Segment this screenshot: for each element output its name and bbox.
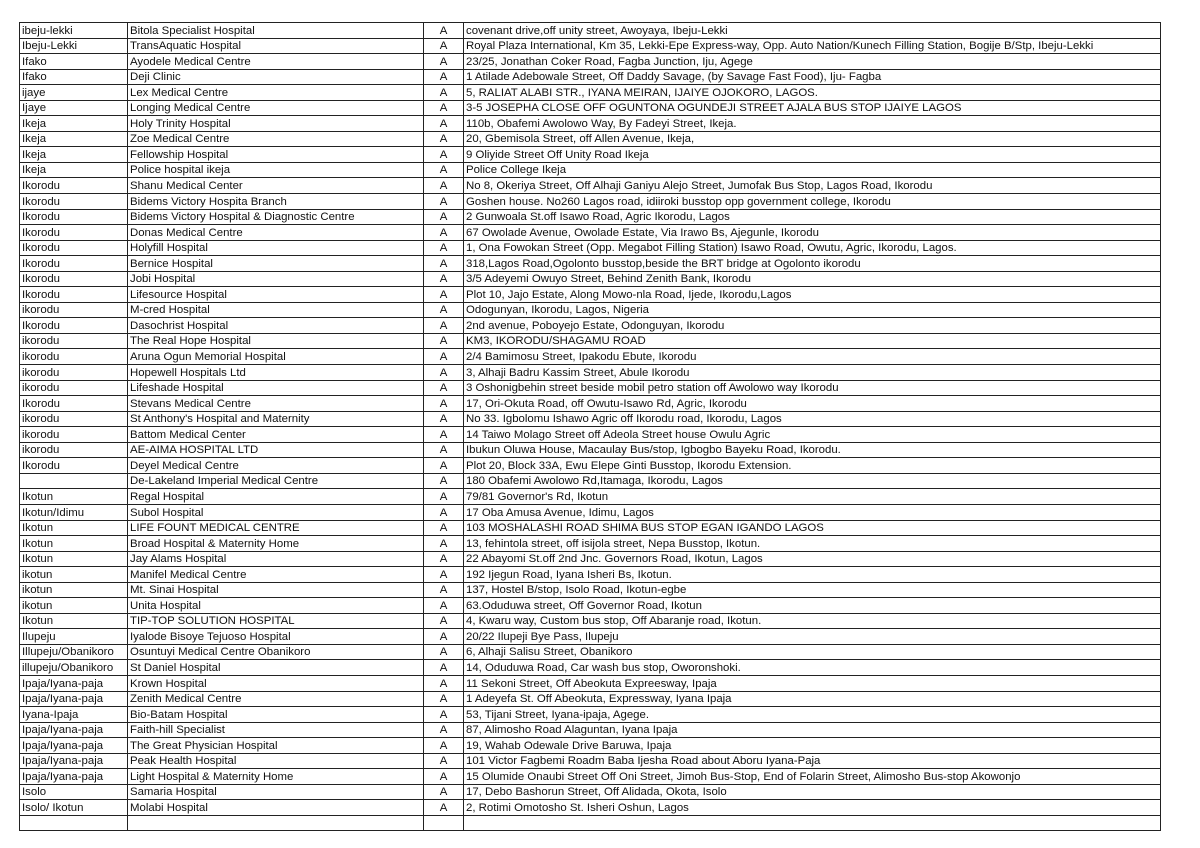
address-cell: 110b, Obafemi Awolowo Way, By Fadeyi Street, Ikeja. bbox=[464, 116, 1161, 132]
address-cell: 67 Owolade Avenue, Owolade Estate, Via Irawo Bs, Ajegunle, Ikorodu bbox=[464, 225, 1161, 241]
table-row bbox=[20, 411, 1161, 427]
location-cell: Ijaye bbox=[20, 100, 128, 116]
address-cell: 5, RALIAT ALABI STR., IYANA MEIRAN, IJAIYE OJOKORO, LAGOS. bbox=[464, 85, 1161, 101]
address-cell: 13, fehintola street, off isijola street, Nepa Busstop, Ikotun. bbox=[464, 536, 1161, 552]
table-row bbox=[20, 707, 1161, 723]
location-cell: Ikorodu bbox=[20, 271, 128, 287]
category-cell: A bbox=[424, 660, 464, 676]
table-row bbox=[20, 504, 1161, 520]
location-cell: Ikeja bbox=[20, 162, 128, 178]
hospital-name-cell: AE-AIMA HOSPITAL LTD bbox=[128, 442, 424, 458]
table-row bbox=[20, 147, 1161, 163]
table-row bbox=[20, 722, 1161, 738]
table-row bbox=[20, 753, 1161, 769]
hospital-name-cell: Krown Hospital bbox=[128, 675, 424, 691]
category-cell: A bbox=[424, 147, 464, 163]
hospital-name-cell: Stevans Medical Centre bbox=[128, 396, 424, 412]
hospital-name-cell: Jay Alams Hospital bbox=[128, 551, 424, 567]
category-cell bbox=[424, 815, 464, 831]
hospital-name-cell: TransAquatic Hospital bbox=[128, 38, 424, 54]
address-cell: 2nd avenue, Poboyejo Estate, Odonguyan, Ikorodu bbox=[464, 318, 1161, 334]
address-cell: Plot 10, Jajo Estate, Along Mowo-nla Road, Ijede, Ikorodu,Lagos bbox=[464, 287, 1161, 303]
table-row bbox=[20, 38, 1161, 54]
location-cell: ikorodu bbox=[20, 349, 128, 365]
hospital-name-cell: Ayodele Medical Centre bbox=[128, 54, 424, 70]
location-cell: Ikotun/Idimu bbox=[20, 504, 128, 520]
hospital-name-cell: Samaria Hospital bbox=[128, 784, 424, 800]
category-cell: A bbox=[424, 691, 464, 707]
address-cell: 87, Alimosho Road Alaguntan, Iyana Ipaja bbox=[464, 722, 1161, 738]
category-cell: A bbox=[424, 582, 464, 598]
table-row bbox=[20, 675, 1161, 691]
category-cell: A bbox=[424, 707, 464, 723]
category-cell: A bbox=[424, 489, 464, 505]
category-cell: A bbox=[424, 302, 464, 318]
category-cell: A bbox=[424, 131, 464, 147]
table-row bbox=[20, 240, 1161, 256]
table-row bbox=[20, 629, 1161, 645]
location-cell: Ikotun bbox=[20, 551, 128, 567]
location-cell: ikorodu bbox=[20, 442, 128, 458]
location-cell: ikorodu bbox=[20, 333, 128, 349]
hospital-name-cell: Light Hospital & Maternity Home bbox=[128, 769, 424, 785]
address-cell: 3, Alhaji Badru Kassim Street, Abule Ikorodu bbox=[464, 365, 1161, 381]
hospital-name-cell: Longing Medical Centre bbox=[128, 100, 424, 116]
location-cell: Ikorodu bbox=[20, 256, 128, 272]
location-cell: Ikorodu bbox=[20, 287, 128, 303]
location-cell: Ikeja bbox=[20, 131, 128, 147]
address-cell: 137, Hostel B/stop, Isolo Road, Ikotun-egbe bbox=[464, 582, 1161, 598]
address-cell: 1 Atilade Adebowale Street, Off Daddy Savage, (by Savage Fast Food), Iju- Fagba bbox=[464, 69, 1161, 85]
hospital-name-cell: Mt. Sinai Hospital bbox=[128, 582, 424, 598]
table-row bbox=[20, 815, 1161, 831]
location-cell: ikorodu bbox=[20, 302, 128, 318]
table-row bbox=[20, 473, 1161, 489]
table-row bbox=[20, 100, 1161, 116]
category-cell: A bbox=[424, 738, 464, 754]
category-cell: A bbox=[424, 411, 464, 427]
category-cell: A bbox=[424, 458, 464, 474]
hospital-name-cell bbox=[128, 815, 424, 831]
location-cell: Ipaja/Iyana-paja bbox=[20, 691, 128, 707]
table-row bbox=[20, 318, 1161, 334]
location-cell bbox=[20, 473, 128, 489]
address-cell: 11 Sekoni Street, Off Abeokuta Expreesway, Ipaja bbox=[464, 675, 1161, 691]
address-cell: 63.Oduduwa street, Off Governor Road, Ikotun bbox=[464, 598, 1161, 614]
address-cell: 180 Obafemi Awolowo Rd,Itamaga, Ikorodu, Lagos bbox=[464, 473, 1161, 489]
table-row bbox=[20, 209, 1161, 225]
address-cell: 17, Debo Bashorun Street, Off Alidada, Okota, Isolo bbox=[464, 784, 1161, 800]
hospital-list-body bbox=[20, 23, 1161, 831]
category-cell: A bbox=[424, 504, 464, 520]
table-row bbox=[20, 769, 1161, 785]
category-cell: A bbox=[424, 551, 464, 567]
category-cell: A bbox=[424, 365, 464, 381]
hospital-name-cell: Bio-Batam Hospital bbox=[128, 707, 424, 723]
location-cell: illupeju/Obanikoro bbox=[20, 660, 128, 676]
location-cell: Isolo/ Ikotun bbox=[20, 800, 128, 816]
location-cell: Iyana-Ipaja bbox=[20, 707, 128, 723]
address-cell: 22 Abayomi St.off 2nd Jnc. Governors Road, Ikotun, Lagos bbox=[464, 551, 1161, 567]
category-cell: A bbox=[424, 100, 464, 116]
location-cell: Ikorodu bbox=[20, 458, 128, 474]
address-cell: 3-5 JOSEPHA CLOSE OFF OGUNTONA OGUNDEJI STREET AJALA BUS STOP IJAIYE LAGOS bbox=[464, 100, 1161, 116]
address-cell: 79/81 Governor's Rd, Ikotun bbox=[464, 489, 1161, 505]
address-cell: 6, Alhaji Salisu Street, Obanikoro bbox=[464, 644, 1161, 660]
category-cell: A bbox=[424, 598, 464, 614]
location-cell: ibeju-lekki bbox=[20, 23, 128, 39]
address-cell: Plot 20, Block 33A, Ewu Elepe Ginti Busstop, Ikorodu Extension. bbox=[464, 458, 1161, 474]
address-cell: Royal Plaza International, Km 35, Lekki-Epe Express-way, Opp. Auto Nation/Kunech Filling Station, Bogije B/Stp, Ibeju-Lekki bbox=[464, 38, 1161, 54]
table-row bbox=[20, 427, 1161, 443]
hospital-name-cell: Battom Medical Center bbox=[128, 427, 424, 443]
table-row bbox=[20, 396, 1161, 412]
table-row bbox=[20, 442, 1161, 458]
category-cell: A bbox=[424, 240, 464, 256]
hospital-name-cell: Subol Hospital bbox=[128, 504, 424, 520]
category-cell: A bbox=[424, 800, 464, 816]
table-row bbox=[20, 365, 1161, 381]
address-cell: 103 MOSHALASHI ROAD SHIMA BUS STOP EGAN IGANDO LAGOS bbox=[464, 520, 1161, 536]
address-cell: 17, Ori-Okuta Road, off Owutu-Isawo Rd, Agric, Ikorodu bbox=[464, 396, 1161, 412]
location-cell: Ikeja bbox=[20, 147, 128, 163]
hospital-name-cell: Bidems Victory Hospital & Diagnostic Centre bbox=[128, 209, 424, 225]
category-cell: A bbox=[424, 629, 464, 645]
category-cell: A bbox=[424, 256, 464, 272]
hospital-name-cell: Donas Medical Centre bbox=[128, 225, 424, 241]
table-row bbox=[20, 256, 1161, 272]
address-cell: 19, Wahab Odewale Drive Baruwa, Ipaja bbox=[464, 738, 1161, 754]
address-cell: covenant drive,off unity street, Awoyaya, Ibeju-Lekki bbox=[464, 23, 1161, 39]
category-cell: A bbox=[424, 753, 464, 769]
address-cell: 101 Victor Fagbemi Roadm Baba Ijesha Road about Aboru Iyana-Paja bbox=[464, 753, 1161, 769]
category-cell: A bbox=[424, 23, 464, 39]
location-cell: Ikorodu bbox=[20, 240, 128, 256]
category-cell: A bbox=[424, 442, 464, 458]
address-cell: KM3, IKORODU/SHAGAMU ROAD bbox=[464, 333, 1161, 349]
hospital-name-cell: Bitola Specialist Hospital bbox=[128, 23, 424, 39]
category-cell: A bbox=[424, 54, 464, 70]
location-cell: ikotun bbox=[20, 567, 128, 583]
category-cell: A bbox=[424, 162, 464, 178]
table-row bbox=[20, 660, 1161, 676]
hospital-name-cell: Fellowship Hospital bbox=[128, 147, 424, 163]
hospital-name-cell: Bidems Victory Hospita Branch bbox=[128, 194, 424, 210]
location-cell: ikorodu bbox=[20, 380, 128, 396]
hospital-name-cell: The Great Physician Hospital bbox=[128, 738, 424, 754]
hospital-list-table bbox=[19, 22, 1161, 831]
location-cell: Ikorodu bbox=[20, 396, 128, 412]
table-row bbox=[20, 54, 1161, 70]
hospital-name-cell: Peak Health Hospital bbox=[128, 753, 424, 769]
hospital-name-cell: St Daniel Hospital bbox=[128, 660, 424, 676]
category-cell: A bbox=[424, 194, 464, 210]
table-row bbox=[20, 287, 1161, 303]
category-cell: A bbox=[424, 178, 464, 194]
address-cell: No 8, Okeriya Street, Off Alhaji Ganiyu Alejo Street, Jumofak Bus Stop, Lagos Road, Ikorodu bbox=[464, 178, 1161, 194]
hospital-name-cell: Broad Hospital & Maternity Home bbox=[128, 536, 424, 552]
category-cell: A bbox=[424, 349, 464, 365]
table-row bbox=[20, 551, 1161, 567]
address-cell: 2 Gunwoala St.off Isawo Road, Agric Ikorodu, Lagos bbox=[464, 209, 1161, 225]
hospital-name-cell: Holyfill Hospital bbox=[128, 240, 424, 256]
hospital-name-cell: Aruna Ogun Memorial Hospital bbox=[128, 349, 424, 365]
table-row bbox=[20, 333, 1161, 349]
table-row bbox=[20, 644, 1161, 660]
location-cell: Ipaja/Iyana-paja bbox=[20, 722, 128, 738]
address-cell: 2, Rotimi Omotosho St. Isheri Oshun, Lagos bbox=[464, 800, 1161, 816]
address-cell: 9 Oliyide Street Off Unity Road Ikeja bbox=[464, 147, 1161, 163]
location-cell: Ikotun bbox=[20, 489, 128, 505]
address-cell: 3 Oshonigbehin street beside mobil petro station off Awolowo way Ikorodu bbox=[464, 380, 1161, 396]
table-row bbox=[20, 85, 1161, 101]
table-row bbox=[20, 613, 1161, 629]
table-row bbox=[20, 23, 1161, 39]
category-cell: A bbox=[424, 520, 464, 536]
hospital-name-cell: Regal Hospital bbox=[128, 489, 424, 505]
address-cell: 53, Tijani Street, Iyana-ipaja, Agege. bbox=[464, 707, 1161, 723]
category-cell: A bbox=[424, 784, 464, 800]
hospital-name-cell: Dasochrist Hospital bbox=[128, 318, 424, 334]
hospital-name-cell: Deyel Medical Centre bbox=[128, 458, 424, 474]
location-cell: Ibeju-Lekki bbox=[20, 38, 128, 54]
hospital-name-cell: LIFE FOUNT MEDICAL CENTRE bbox=[128, 520, 424, 536]
table-row bbox=[20, 194, 1161, 210]
location-cell: ikorodu bbox=[20, 365, 128, 381]
hospital-name-cell: TIP-TOP SOLUTION HOSPITAL bbox=[128, 613, 424, 629]
hospital-name-cell: Molabi Hospital bbox=[128, 800, 424, 816]
address-cell bbox=[464, 815, 1161, 831]
location-cell: Ikorodu bbox=[20, 178, 128, 194]
table-row bbox=[20, 489, 1161, 505]
address-cell: Odogunyan, Ikorodu, Lagos, Nigeria bbox=[464, 302, 1161, 318]
location-cell: Ikotun bbox=[20, 536, 128, 552]
category-cell: A bbox=[424, 536, 464, 552]
category-cell: A bbox=[424, 380, 464, 396]
table-row bbox=[20, 598, 1161, 614]
hospital-name-cell: Jobi Hospital bbox=[128, 271, 424, 287]
location-cell: Ikorodu bbox=[20, 225, 128, 241]
table-row bbox=[20, 691, 1161, 707]
hospital-name-cell: Hopewell Hospitals Ltd bbox=[128, 365, 424, 381]
table-row bbox=[20, 738, 1161, 754]
location-cell: Ikorodu bbox=[20, 194, 128, 210]
address-cell: 3/5 Adeyemi Owuyo Street, Behind Zenith Bank, Ikorodu bbox=[464, 271, 1161, 287]
location-cell: Ikorodu bbox=[20, 318, 128, 334]
table-row bbox=[20, 225, 1161, 241]
hospital-name-cell: Deji Clinic bbox=[128, 69, 424, 85]
hospital-name-cell: Lifeshade Hospital bbox=[128, 380, 424, 396]
category-cell: A bbox=[424, 396, 464, 412]
hospital-name-cell: Lifesource Hospital bbox=[128, 287, 424, 303]
location-cell: Ikeja bbox=[20, 116, 128, 132]
location-cell: Ikotun bbox=[20, 520, 128, 536]
category-cell: A bbox=[424, 38, 464, 54]
category-cell: A bbox=[424, 333, 464, 349]
table-row bbox=[20, 271, 1161, 287]
location-cell: Isolo bbox=[20, 784, 128, 800]
category-cell: A bbox=[424, 225, 464, 241]
address-cell: 17 Oba Amusa Avenue, Idimu, Lagos bbox=[464, 504, 1161, 520]
location-cell: Ipaja/Iyana-paja bbox=[20, 675, 128, 691]
hospital-name-cell: Faith-hill Specialist bbox=[128, 722, 424, 738]
location-cell bbox=[20, 815, 128, 831]
table-row bbox=[20, 162, 1161, 178]
location-cell: ikotun bbox=[20, 582, 128, 598]
table-row bbox=[20, 302, 1161, 318]
address-cell: 20/22 Ilupeji Bye Pass, Ilupeju bbox=[464, 629, 1161, 645]
category-cell: A bbox=[424, 318, 464, 334]
category-cell: A bbox=[424, 271, 464, 287]
table-row bbox=[20, 567, 1161, 583]
category-cell: A bbox=[424, 427, 464, 443]
hospital-name-cell: Zoe Medical Centre bbox=[128, 131, 424, 147]
address-cell: 14 Taiwo Molago Street off Adeola Street house Owulu Agric bbox=[464, 427, 1161, 443]
category-cell: A bbox=[424, 675, 464, 691]
hospital-name-cell: Osuntuyi Medical Centre Obanikoro bbox=[128, 644, 424, 660]
hospital-name-cell: De-Lakeland Imperial Medical Centre bbox=[128, 473, 424, 489]
address-cell: 1 Adeyefa St. Off Abeokuta, Expressway, Iyana Ipaja bbox=[464, 691, 1161, 707]
address-cell: 1, Ona Fowokan Street (Opp. Megabot Filling Station) Isawo Road, Owutu, Agric, Ikorodu, Lagos. bbox=[464, 240, 1161, 256]
table-row bbox=[20, 69, 1161, 85]
address-cell: Ibukun Oluwa House, Macaulay Bus/stop, Igbogbo Bayeku Road, Ikorodu. bbox=[464, 442, 1161, 458]
hospital-name-cell: Shanu Medical Center bbox=[128, 178, 424, 194]
category-cell: A bbox=[424, 613, 464, 629]
hospital-name-cell: Iyalode Bisoye Tejuoso Hospital bbox=[128, 629, 424, 645]
address-cell: No 33. Igbolomu Ishawo Agric off Ikorodu road, Ikorodu, Lagos bbox=[464, 411, 1161, 427]
location-cell: Ilupeju bbox=[20, 629, 128, 645]
category-cell: A bbox=[424, 769, 464, 785]
location-cell: Ipaja/Iyana-paja bbox=[20, 769, 128, 785]
table-row bbox=[20, 131, 1161, 147]
table-row bbox=[20, 380, 1161, 396]
location-cell: Ipaja/Iyana-paja bbox=[20, 753, 128, 769]
table-row bbox=[20, 520, 1161, 536]
location-cell: ikotun bbox=[20, 598, 128, 614]
address-cell: 20, Gbemisola Street, off Allen Avenue, Ikeja, bbox=[464, 131, 1161, 147]
location-cell: ikorodu bbox=[20, 411, 128, 427]
location-cell: ijaye bbox=[20, 85, 128, 101]
category-cell: A bbox=[424, 644, 464, 660]
address-cell: 15 Olumide Onaubi Street Off Oni Street, Jimoh Bus-Stop, End of Folarin Street, Alimosho Bus-stop Akowonjo bbox=[464, 769, 1161, 785]
category-cell: A bbox=[424, 473, 464, 489]
location-cell: Ipaja/Iyana-paja bbox=[20, 738, 128, 754]
address-cell: 4, Kwaru way, Custom bus stop, Off Abaranje road, Ikotun. bbox=[464, 613, 1161, 629]
address-cell: 14, Oduduwa Road, Car wash bus stop, Oworonshoki. bbox=[464, 660, 1161, 676]
location-cell: Ikorodu bbox=[20, 209, 128, 225]
table-row bbox=[20, 458, 1161, 474]
category-cell: A bbox=[424, 287, 464, 303]
table-row bbox=[20, 116, 1161, 132]
hospital-name-cell: M-cred Hospital bbox=[128, 302, 424, 318]
table-row bbox=[20, 178, 1161, 194]
table-row bbox=[20, 582, 1161, 598]
location-cell: Ifako bbox=[20, 69, 128, 85]
location-cell: ikorodu bbox=[20, 427, 128, 443]
hospital-name-cell: The Real Hope Hospital bbox=[128, 333, 424, 349]
hospital-name-cell: Manifel Medical Centre bbox=[128, 567, 424, 583]
hospital-name-cell: Holy Trinity Hospital bbox=[128, 116, 424, 132]
hospital-name-cell: Zenith Medical Centre bbox=[128, 691, 424, 707]
table-row bbox=[20, 784, 1161, 800]
category-cell: A bbox=[424, 116, 464, 132]
address-cell: 2/4 Bamimosu Street, Ipakodu Ebute, Ikorodu bbox=[464, 349, 1161, 365]
hospital-name-cell: St Anthony's Hospital and Maternity bbox=[128, 411, 424, 427]
address-cell: 192 Ijegun Road, Iyana Isheri Bs, Ikotun. bbox=[464, 567, 1161, 583]
table-row bbox=[20, 349, 1161, 365]
hospital-name-cell: Lex Medical Centre bbox=[128, 85, 424, 101]
hospital-name-cell: Police hospital ikeja bbox=[128, 162, 424, 178]
location-cell: Ifako bbox=[20, 54, 128, 70]
category-cell: A bbox=[424, 722, 464, 738]
hospital-name-cell: Bernice Hospital bbox=[128, 256, 424, 272]
table-row bbox=[20, 536, 1161, 552]
address-cell: 318,Lagos Road,Ogolonto busstop,beside the BRT bridge at Ogolonto ikorodu bbox=[464, 256, 1161, 272]
location-cell: Ikotun bbox=[20, 613, 128, 629]
table-row bbox=[20, 800, 1161, 816]
hospital-name-cell: Unita Hospital bbox=[128, 598, 424, 614]
address-cell: 23/25, Jonathan Coker Road, Fagba Junction, Iju, Agege bbox=[464, 54, 1161, 70]
location-cell: Illupeju/Obanikoro bbox=[20, 644, 128, 660]
category-cell: A bbox=[424, 85, 464, 101]
address-cell: Goshen house. No260 Lagos road, idiiroki busstop opp government college, Ikorodu bbox=[464, 194, 1161, 210]
category-cell: A bbox=[424, 567, 464, 583]
category-cell: A bbox=[424, 69, 464, 85]
address-cell: Police College Ikeja bbox=[464, 162, 1161, 178]
category-cell: A bbox=[424, 209, 464, 225]
